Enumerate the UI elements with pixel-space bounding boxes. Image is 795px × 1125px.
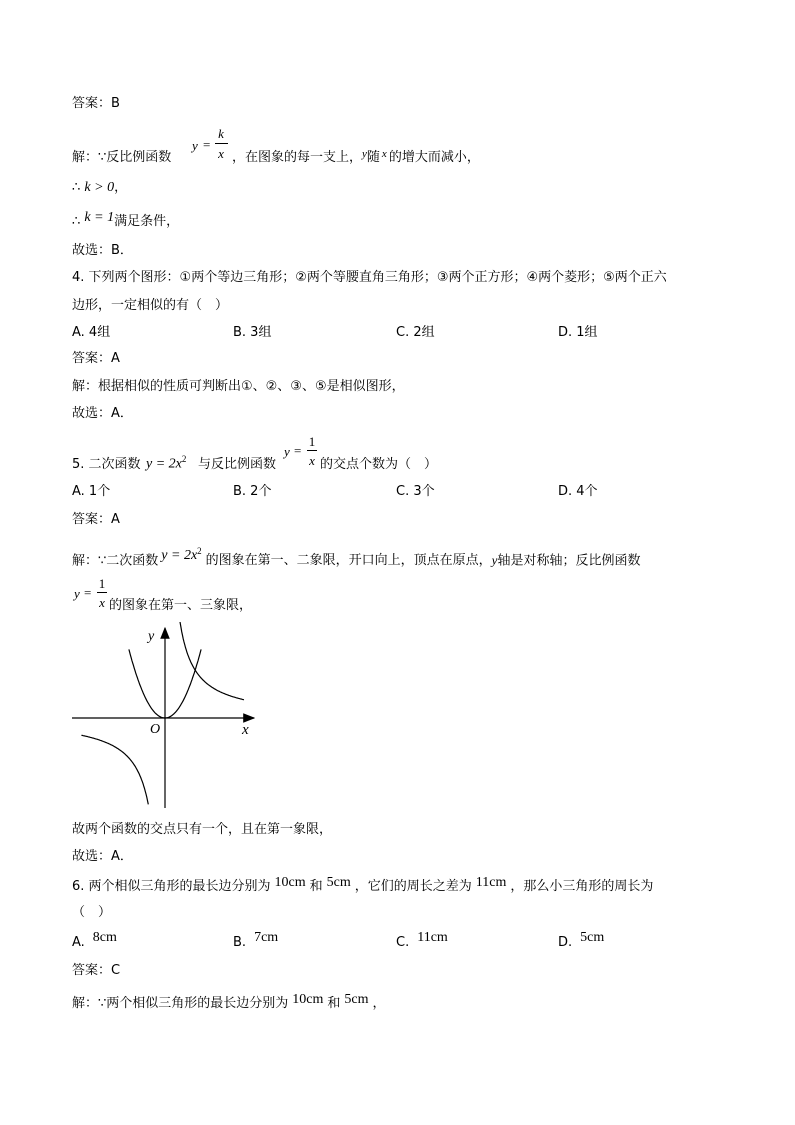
q5-option-a: A. 1个 [72, 484, 111, 499]
q6-mid: ，它们的周长之差为 [354, 879, 472, 894]
q5-choose: 故选：A． [72, 849, 133, 864]
q6-option-c-value: 11cm [417, 930, 448, 945]
q4-choose: 故选：A． [72, 406, 133, 421]
q3-frac-eq: = [203, 137, 211, 152]
q3-choose: 故选：B． [72, 243, 133, 258]
q5-stem-func1 [146, 451, 186, 472]
q6-option-a-letter: A. [72, 935, 85, 950]
q5-frac-num: 1 [308, 434, 316, 449]
x-axis-label: x [242, 722, 249, 738]
q3-sol-mid: ，在图象的每一支上， [232, 150, 363, 165]
q6-option-c [396, 930, 448, 951]
q3-step1-end: ， [114, 180, 128, 195]
q5-sol2-end: 的图象在第一、三象限， [109, 598, 253, 613]
q3-sol-rest [232, 150, 480, 166]
q5-sol-end: 轴是对称轴；反比例函数 [497, 553, 641, 569]
q3-sol-y2: y [362, 148, 367, 160]
q3-step2-expr: k = 1 [84, 210, 115, 225]
q5-frac-den: x [309, 453, 315, 468]
q4-answer: 答案：A [72, 351, 120, 366]
q5-sol2-bar [97, 592, 107, 593]
q5-sol-fraction [74, 576, 114, 616]
q6-option-d-letter: D. [558, 935, 573, 950]
q5-sol2-y: y [74, 586, 80, 601]
q6-stem-line2: （ ） [72, 905, 112, 920]
function-graph [68, 622, 264, 816]
hyperbola-branch-third-quadrant [81, 735, 148, 804]
q4-option-c: C. 2组 [396, 325, 435, 340]
q5-sol2-num: 1 [98, 576, 106, 591]
q5-option-c: C. 3个 [396, 484, 435, 499]
q6-stem-prefix: 6. 两个相似三角形的最长边分别为 [72, 879, 271, 894]
q5-sol-y: y [491, 552, 498, 568]
q3-sol-sui: 随 [366, 150, 380, 165]
q3-sol-x2: x [381, 148, 387, 160]
q6-option-a-value: 8cm [92, 930, 117, 945]
q3-solution-line [72, 150, 171, 166]
q3-frac-y: y [192, 138, 198, 153]
q4-option-d: D. 1组 [558, 325, 598, 340]
q6-v1: 10cm [274, 875, 306, 890]
q5-solution-line1 [72, 548, 640, 569]
q5-frac-bar [307, 450, 317, 451]
origin-label: O [150, 722, 161, 737]
q3-step2-end: 满足条件， [114, 214, 180, 229]
q6-option-b [233, 930, 279, 951]
q6-sol-prefix: 解：∵两个相似三角形的最长边分别为 [72, 996, 289, 1011]
q5-sol-func: y = 2x [161, 548, 198, 564]
q6-sol-end: ， [372, 996, 386, 1011]
q5-sol2-den: x [99, 595, 105, 610]
q6-option-b-value: 7cm [254, 930, 279, 945]
q5-sol2-eq: = [84, 585, 92, 600]
q5-func1-sq: 2 [181, 454, 187, 464]
q5-option-b: B. 2个 [233, 484, 272, 499]
q6-option-c-letter: C. [396, 935, 410, 950]
q6-answer: 答案：C [72, 963, 121, 978]
q5-sol-prefix: 解：∵二次函数 [72, 553, 159, 569]
q3-sol-end: 的增大而减小， [388, 150, 480, 165]
q3-frac-den: x [218, 146, 224, 161]
q5-stem-prefix: 5. 二次函数 [72, 457, 141, 472]
q5-answer: 答案：A [72, 512, 120, 527]
q5-option-d: D. 4个 [558, 484, 598, 499]
q5-sol-mid: 的图象在第一、二象限，开口向上，顶点在原点， [205, 553, 492, 569]
q3-answer: 答案：B [72, 96, 120, 111]
q5-stem-mid: 与反比例函数 [198, 457, 277, 472]
q6-sol-and: 和 [327, 996, 341, 1011]
q4-option-b: B. 3组 [233, 325, 272, 340]
q6-sol-v2: 5cm [344, 992, 369, 1007]
q3-step2 [72, 210, 180, 230]
q6-end: ，那么小三角形的周长为 [510, 879, 654, 894]
q6-option-d [558, 930, 605, 951]
q6-option-d-value: 5cm [580, 930, 605, 945]
q6-and: 和 [309, 879, 323, 894]
q6-option-b-letter: B. [233, 935, 247, 950]
q4-stem-line1: 4. 下列两个图形：①两个等边三角形；②两个等腰直角三角形；③两个正方形；④两个菱形；⑤两个正六 [72, 270, 667, 285]
q4-stem-line2: 边形，一定相似的有（ ） [72, 298, 229, 313]
q6-option-a [72, 930, 117, 951]
q3-sol-prefix: 解：∵反比例函数 [72, 150, 172, 165]
q6-v3: 11cm [475, 875, 507, 890]
q5-frac-y: y [284, 444, 290, 459]
q3-step1-expr: k > 0 [84, 180, 115, 195]
y-axis-label: y [148, 629, 155, 644]
q3-frac-bar [215, 143, 228, 144]
q5-fraction-y-1-over-x [284, 434, 324, 474]
q4-option-a: A. 4组 [72, 325, 111, 340]
q3-frac-num: k [218, 126, 224, 141]
q6-stem-line1 [72, 875, 654, 895]
q3-step2-therefore: ∴ [72, 214, 81, 229]
q5-frac-eq: = [294, 443, 302, 458]
q4-solution: 解：根据相似的性质可判断出①、②、③、⑤是相似图形， [72, 379, 405, 394]
q6-v2: 5cm [326, 875, 351, 890]
q3-step1 [72, 180, 127, 196]
q6-sol-v1: 10cm [292, 992, 324, 1007]
q5-func1-expr: y = 2x [146, 456, 182, 472]
q5-stem-end: 的交点个数为（ ） [320, 457, 438, 472]
q3-step1-therefore: ∴ [72, 180, 81, 195]
q5-sol-sq: 2 [197, 546, 202, 556]
q6-solution [72, 992, 386, 1012]
hyperbola-branch-first-quadrant [178, 622, 244, 700]
q5-conclusion: 故两个函数的交点只有一个，且在第一象限， [72, 822, 333, 837]
